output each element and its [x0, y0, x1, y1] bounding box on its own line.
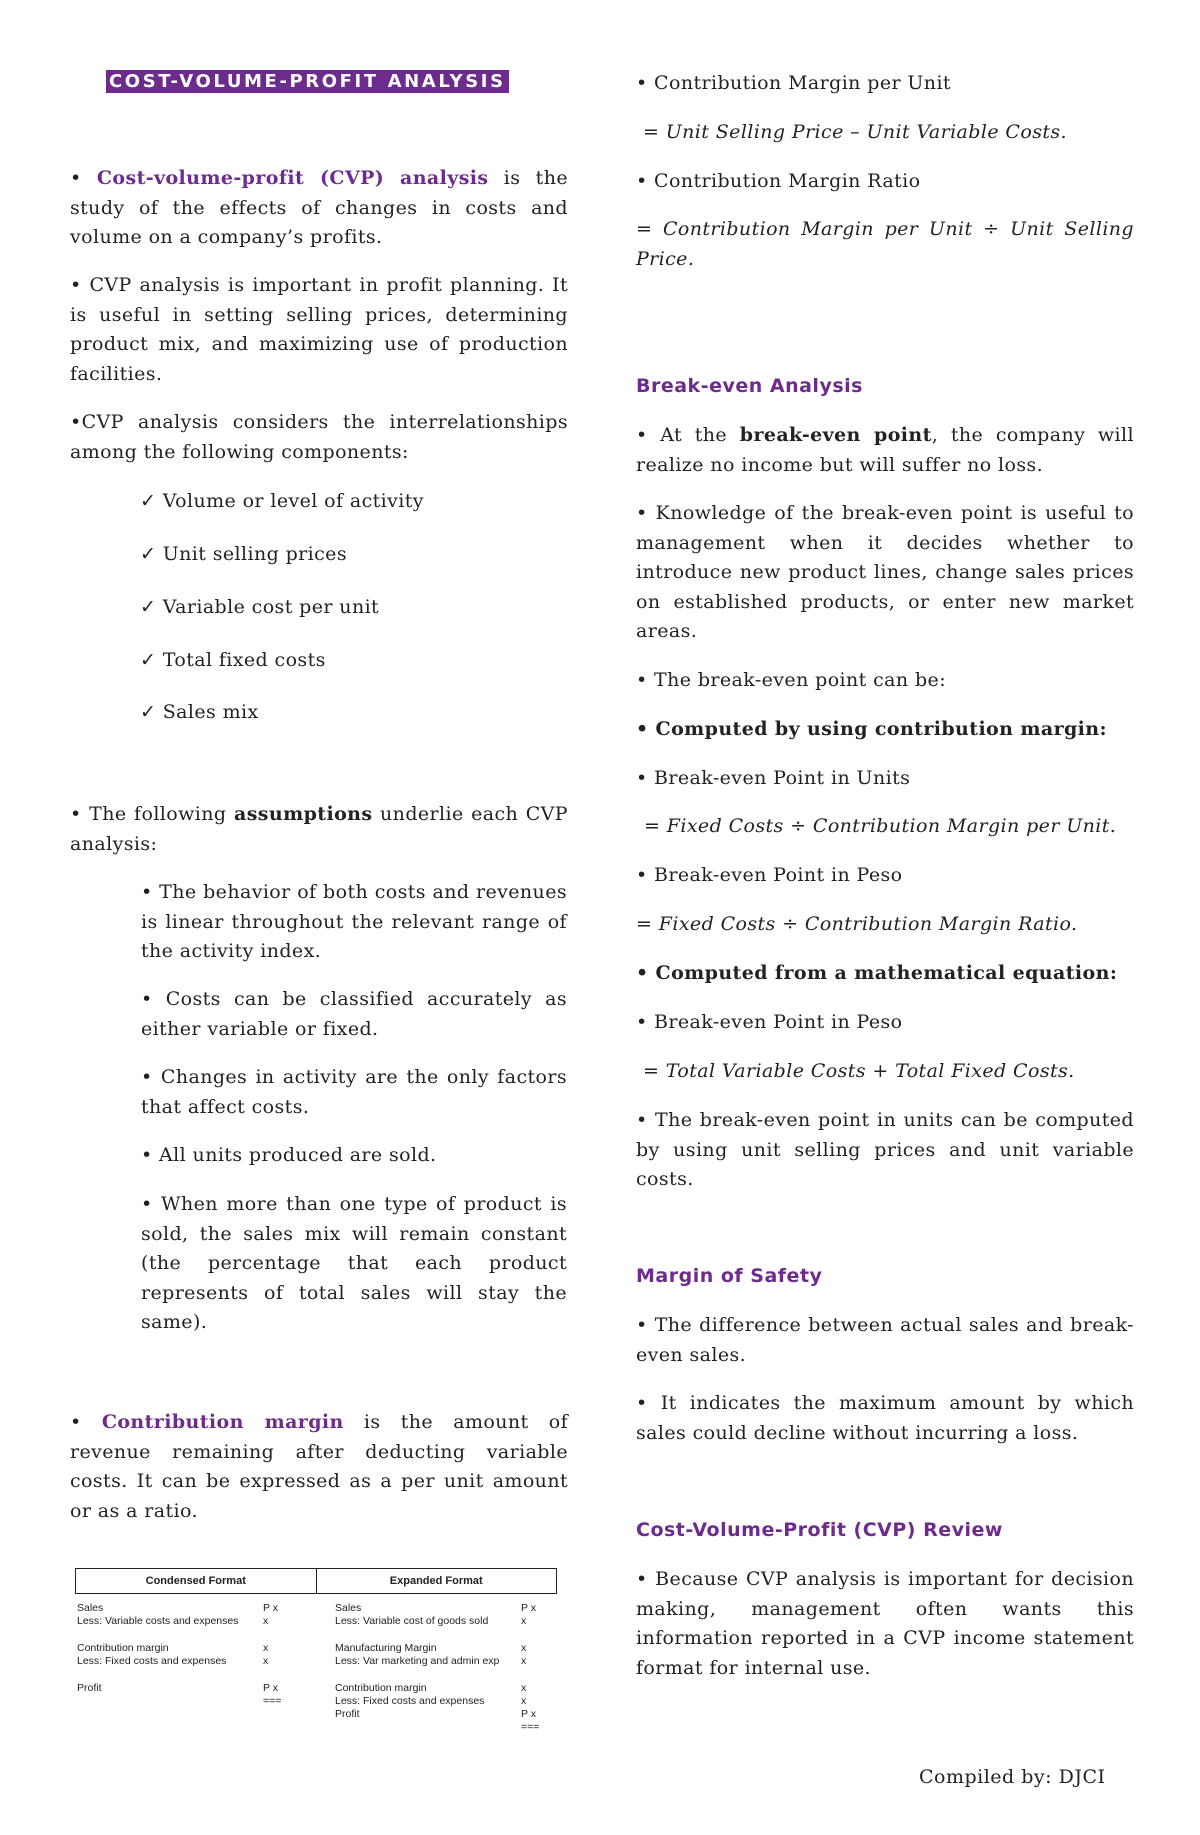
assumptions-post: underlie each CVP analysis:: [70, 803, 568, 855]
table-row: Sales P x: [77, 1602, 278, 1614]
cvp-review-text: • Because CVP analysis is important for decision making, management often wants this information reported in a CVP income statement format for internal use.: [636, 1568, 1134, 1679]
cvp-definition-text: is the study of the effects of changes in costs and volume on a company’s profits.: [70, 167, 568, 248]
table-row: Profit P x: [77, 1682, 278, 1694]
cvp-review-heading: Cost-Volume-Profit (CVP) Review: [636, 1519, 1003, 1541]
break-even-can-be: • The break-even point can be:: [636, 669, 946, 691]
be-post: , the company will realize no income but will suffer no loss.: [636, 424, 1134, 476]
assumptions-pre: • The following: [70, 803, 227, 825]
margin-of-safety-definition: • The difference between actual sales and break-even sales.: [636, 1314, 1134, 1366]
be-peso-formula-2: = Total Variable Costs + Total Fixed Costs.: [643, 1060, 1075, 1082]
assumption-item: • Changes in activity are the only factors that affect costs.: [141, 1066, 567, 1118]
assumption-item: • When more than one type of product is sold, the sales mix will remain constant (the percentage that each product represents of total sales will stay the same).: [141, 1193, 567, 1333]
contribution-margin-text: is the amount of revenue remaining after deducting variable costs. It can be expressed as a per unit amount or as a ratio.: [70, 1411, 569, 1522]
table-row: ===: [263, 1695, 282, 1707]
be-units-formula: = Fixed Costs ÷ Contribution Margin per Unit.: [644, 815, 1117, 837]
break-even-heading: Break-even Analysis: [636, 375, 863, 397]
expanded-format: [313, 1602, 557, 1734]
table-row: ===: [521, 1721, 540, 1733]
table-row: Less: Var marketing and admin exp x: [335, 1655, 527, 1667]
expanded-format-header: Expanded Format: [389, 1575, 483, 1587]
document-title: COST-VOLUME-PROFIT ANALYSIS: [106, 70, 509, 93]
margin-of-safety-meaning: • It indicates the maximum amount by which sales could decline without incurring a loss.: [636, 1392, 1134, 1444]
cm-ratio-label: • Contribution Margin Ratio: [636, 170, 921, 192]
compiled-by: Compiled by: DJCI: [919, 1766, 1106, 1788]
table-row: Contribution margin x: [335, 1682, 527, 1694]
assumption-item: • Costs can be classified accurately as either variable or fixed.: [141, 988, 567, 1040]
condensed-format-header: Condensed Format: [76, 1569, 317, 1593]
be-pre: • At the: [636, 424, 728, 446]
be-term: break-even point: [739, 424, 932, 446]
cvp-format-table: [75, 1568, 557, 1734]
table-row: Less: Variable costs and expenses x: [77, 1615, 269, 1627]
cvp-definition: • Cost-volume-profit (CVP) analysis is the study of the effects of changes in costs and volume on a company’s profits.: [70, 167, 568, 248]
table-row: Manufacturing Margin x: [335, 1642, 527, 1654]
be-peso-formula: = Fixed Costs ÷ Contribution Margin Ratio.: [636, 913, 1078, 935]
component-item: ✓ Sales mix: [140, 701, 259, 723]
be-peso-label: • Break-even Point in Peso: [636, 864, 903, 886]
table-row: Less: Fixed costs and expenses x: [77, 1655, 269, 1667]
table-row: Less: Fixed costs and expenses x: [335, 1695, 527, 1707]
margin-of-safety-heading: Margin of Safety: [636, 1265, 823, 1287]
computed-by-equation-heading: • Computed from a mathematical equation:: [636, 962, 1118, 984]
table-row: Less: Variable cost of goods sold x: [335, 1615, 527, 1627]
component-item: ✓ Total fixed costs: [140, 649, 326, 671]
be-peso-label-2: • Break-even Point in Peso: [636, 1011, 903, 1033]
be-units-label: • Break-even Point in Units: [636, 767, 911, 789]
condensed-format: [75, 1602, 313, 1734]
cvp-components-intro: •CVP analysis considers the interrelationships among the following components:: [70, 411, 568, 463]
cm-ratio-formula: = Contribution Margin per Unit ÷ Unit Selling Price.: [636, 218, 1134, 270]
assumptions-intro: [70, 800, 568, 859]
component-item: ✓ Unit selling prices: [140, 543, 347, 565]
break-even-usefulness: • Knowledge of the break-even point is useful to management when it decides whether to introduce new product lines, change sales prices on established products, or enter new market areas.: [636, 502, 1134, 642]
component-item: ✓ Variable cost per unit: [140, 596, 380, 618]
cm-per-unit-formula: = Unit Selling Price – Unit Variable Costs.: [643, 121, 1067, 143]
contribution-margin-term: Contribution margin: [101, 1411, 344, 1433]
table-row: Contribution margin x: [77, 1642, 269, 1654]
table-row: Sales P x: [335, 1602, 536, 1614]
cm-per-unit-label: • Contribution Margin per Unit: [636, 72, 951, 94]
contribution-margin-definition: • Contribution margin is the amount of revenue remaining after deducting variable costs. It can be expressed as a per unit amount or as a ratio.: [70, 1411, 569, 1522]
break-even-definition: [636, 421, 1134, 480]
assumptions-term: assumptions: [234, 803, 373, 825]
computed-by-cm-heading: • Computed by using contribution margin:: [636, 718, 1107, 740]
table-header: [75, 1568, 557, 1594]
cvp-importance: • CVP analysis is important in profit planning. It is useful in setting selling prices, determining product mix, and maximizing use of production facilities.: [70, 274, 568, 385]
be-units-note: • The break-even point in units can be computed by using unit selling prices and unit variable costs.: [636, 1109, 1134, 1190]
table-row: Profit P x: [335, 1708, 536, 1720]
document-title-block: [106, 70, 509, 94]
component-item: ✓ Volume or level of activity: [140, 490, 424, 512]
assumption-item: • All units produced are sold.: [141, 1144, 437, 1166]
cvp-term: Cost-volume-profit (CVP) analysis: [96, 167, 489, 189]
assumption-item: • The behavior of both costs and revenues is linear throughout the relevant range of the activity index.: [141, 881, 567, 962]
